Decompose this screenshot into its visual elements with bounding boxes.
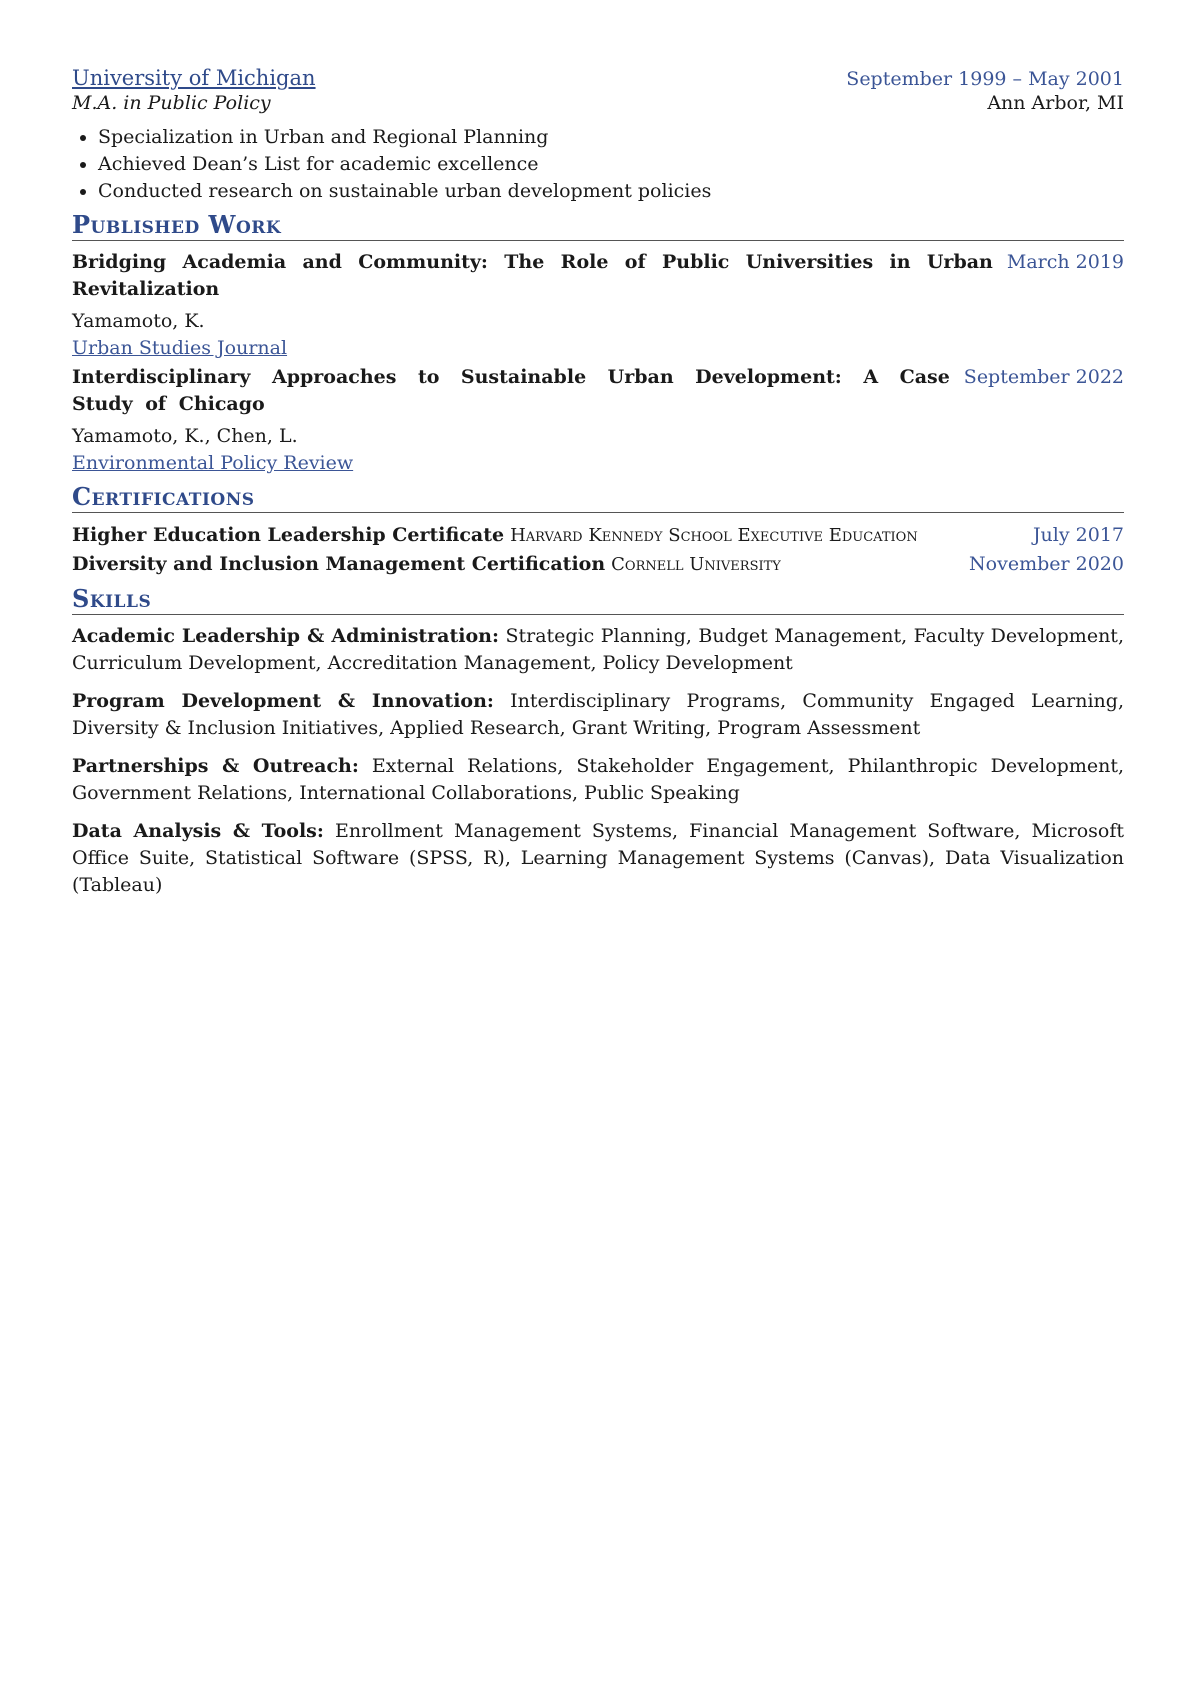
published-work-section	[72, 211, 1124, 477]
skill-group-text: Strategic Planning, Budget Management, Faculty Development, Curriculum Development, Accreditation Management, Policy Development	[72, 625, 1124, 674]
section-title: Skills	[72, 585, 1124, 615]
certification-issuer: Cornell University	[611, 554, 781, 575]
skill-group-label: Program Development & Innovation:	[72, 690, 494, 712]
section-title: Published Work	[72, 211, 1124, 241]
publication-title-row	[72, 364, 1124, 418]
list-item: • Conducted research on sustainable urban development policies	[98, 178, 1124, 205]
publication-title-row	[72, 249, 1124, 303]
publication-venue-link[interactable]: Urban Studies Journal	[72, 337, 288, 359]
skill-group	[72, 623, 1124, 677]
resume-page	[72, 64, 1124, 899]
education-location: Ann Arbor, MI	[987, 92, 1124, 114]
skill-group-text: External Relations, Stakeholder Engagement, Philanthropic Development, Government Relations, International Collaborations, Public Speaking	[72, 755, 1124, 804]
education-bullet-list	[72, 124, 1124, 205]
skill-group-text: Enrollment Management Systems, Financial Management Software, Microsoft Office Suite, Statistical Software (SPSS, R), Learning Management Systems (Canvas), Data Visualization (Tableau)	[72, 820, 1124, 896]
publication-title: Bridging Academia and Community: The Role of Public Universities in Urban Revitalization	[72, 251, 993, 300]
certifications-section	[72, 483, 1124, 579]
certification-list	[72, 521, 1124, 579]
publication-authors: Yamamoto, K., Chen, L.	[72, 425, 298, 447]
publication-entry	[72, 364, 1124, 477]
list-item: • Specialization in Urban and Regional Planning	[98, 124, 1124, 151]
publication-venue-link[interactable]: Environmental Policy Review	[72, 452, 354, 474]
certification-name: Higher Education Leadership Certificate	[72, 524, 505, 546]
certification-row	[72, 521, 1124, 550]
skill-group-text: Interdisciplinary Programs, Community Engaged Learning, Diversity & Inclusion Initiatives, Applied Research, Grant Writing, Program Assessment	[72, 690, 1124, 739]
publication-entry	[72, 249, 1124, 362]
education-entry	[72, 66, 1124, 205]
publication-date: September 2022	[963, 366, 1124, 388]
section-title: Certifications	[72, 483, 1124, 513]
education-header-row	[72, 66, 1124, 90]
certification-date: November 2020	[969, 553, 1124, 575]
publication-authors: Yamamoto, K.	[72, 310, 205, 332]
education-subheader-row	[72, 92, 1124, 114]
skill-group-label: Partnerships & Outreach:	[72, 755, 359, 777]
skills-section	[72, 585, 1124, 899]
publication-date: March 2019	[1006, 251, 1124, 273]
certification-name: Diversity and Inclusion Management Certification	[72, 553, 606, 575]
skill-group	[72, 753, 1124, 807]
school-link[interactable]: University of Michigan	[72, 66, 316, 90]
skill-group-label: Data Analysis & Tools:	[72, 820, 324, 842]
degree-title: M.A. in Public Policy	[72, 92, 271, 114]
skill-group-label: Academic Leadership & Administration:	[72, 625, 499, 647]
publication-title: Interdisciplinary Approaches to Sustainable Urban Development: A Case Study of Chicago	[72, 366, 950, 415]
certification-date: July 2017	[1032, 524, 1124, 546]
skill-group	[72, 818, 1124, 899]
skill-group	[72, 688, 1124, 742]
education-dates: September 1999 – May 2001	[846, 68, 1124, 90]
certification-row	[72, 550, 1124, 579]
list-item: • Achieved Dean’s List for academic excellence	[98, 151, 1124, 178]
certification-issuer: Harvard Kennedy School Executive Education	[510, 525, 918, 546]
